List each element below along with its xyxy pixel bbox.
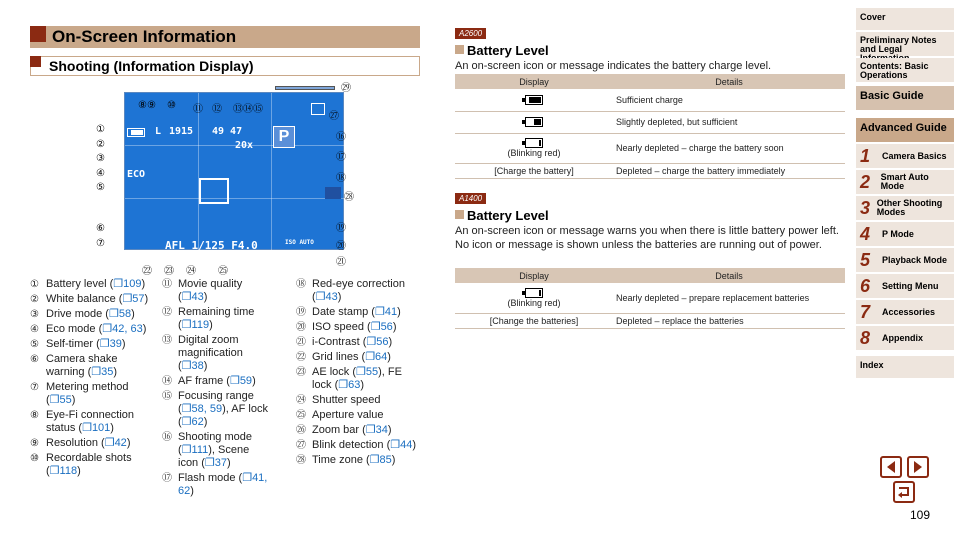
battery-level-heading-a1400: Battery Level [455,208,549,223]
legend-number: ⑫ [162,307,172,318]
nav-chapter-1[interactable] [856,144,954,170]
callout-3: ③ [96,153,105,164]
nav-chapter-5[interactable] [856,248,954,274]
legend-number: ⑨ [30,438,39,449]
chapter-number: 6 [860,275,871,296]
legend-item [162,306,272,332]
battery-desc-a2600: An on-screen icon or message indicates the battery charge level. [455,60,772,72]
legend-item [296,424,421,437]
legend-text: White balance (❐57) [46,293,149,305]
legend-item [162,431,272,470]
chapter-label: Camera Basics [882,150,947,161]
page-ref-link[interactable]: ❐56 [370,321,393,333]
legend-number: ㉕ [296,410,306,421]
legend-number: ⑩ [30,453,39,464]
legend-number: ㉖ [296,425,306,436]
recordable-shots-display: 1915 [169,126,194,137]
af-frame [199,178,229,204]
legend-number: ⑥ [30,354,39,365]
exposure-readout: AFL 1/125 F4.0 [165,239,258,252]
prev-page-button[interactable] [880,456,902,478]
callout-5: ⑤ [96,182,105,193]
legend-item [162,278,272,304]
title-marker [30,26,46,42]
callout-1: ① [96,124,105,135]
legend-number: ⑲ [296,307,306,318]
legend-number: ② [30,294,39,305]
legend-text: Shooting mode (❐111), Scene icon (❐37) [178,431,252,469]
callout-12: ⑫ [212,104,222,115]
legend-item [30,381,155,407]
legend-text: Battery level (❐109) [46,278,146,290]
legend-text: Grid lines (❐64) [312,351,391,363]
page-ref-link[interactable]: ❐58 [108,308,132,320]
nav-chapter-4[interactable] [856,222,954,248]
legend-text: ISO speed (❐56) [312,321,397,333]
legend-text: Metering method (❐55) [46,381,129,406]
page-ref-link[interactable]: ❐38 [181,360,204,372]
chapter-number: 3 [860,197,871,218]
callout-24: ㉔ [186,266,196,277]
page-ref-link[interactable]: ❐37 [204,457,228,469]
legend-item [296,366,421,392]
table-row [455,133,845,163]
legend-text: Digital zoom magnification (❐38) [178,334,243,372]
legend-item [30,278,155,291]
page-title-bar [30,26,420,48]
legend-item [30,409,155,435]
legend-text: Zoom bar (❐34) [312,424,392,436]
shooting-mode-icon: P [273,126,295,148]
details-cell: Slightly depleted, but sufficient [613,111,845,133]
page-ref-link[interactable]: ❐59 [229,375,253,387]
page-ref-link[interactable]: ❐41 [374,306,398,318]
legend-number: ㉔ [296,395,306,406]
callout-20: ⑳ [336,241,346,252]
nav-chapter-7[interactable] [856,300,954,326]
display-cell: (Blinking red) [455,133,613,163]
arrow-left-icon [882,458,900,476]
nav-basic-guide[interactable]: Basic Guide [856,86,954,112]
legend-text: Remaining time (❐119) [178,306,255,331]
callout-7: ⑦ [96,238,105,249]
iso-display: ISO AUTO [285,239,314,246]
col-display: Display [455,268,613,283]
legend-text: Time zone (❐85) [312,454,396,466]
page-ref-link[interactable]: ❐39 [99,338,122,350]
table-row [455,283,845,313]
display-cell: (Blinking red) [455,283,613,313]
legend-text: Date stamp (❐41) [312,306,401,318]
section-marker [30,56,41,67]
legend-item [296,394,421,407]
legend-item [30,338,155,351]
legend-text: AF frame (❐59) [178,375,256,387]
page-ref-link[interactable]: ❐85 [369,454,392,466]
page-ref-link[interactable]: ❐62 [181,416,204,428]
callout-28: ㉘ [344,192,354,203]
legend-item [162,390,272,429]
nav-chapter-3[interactable] [856,196,954,222]
legend-number: ⑪ [162,279,172,290]
battery-level-heading-a2600: Battery Level [455,43,549,58]
legend-item [162,375,272,388]
col-details: Details [613,74,845,89]
legend-item [30,353,155,379]
page-ref-link[interactable]: ❐119 [181,319,210,331]
zoom-bar [275,86,335,90]
callout-2: ② [96,139,105,150]
legend-text: Red-eye correction (❐43) [312,278,405,303]
display-cell: [Charge the battery] [455,163,613,178]
legend-item [30,293,155,306]
callout-17: ⑰ [336,152,346,163]
callout-10: ⑩ [167,100,176,111]
page-ref-link[interactable]: ❐42, 63 [102,323,143,335]
details-cell: Depleted – charge the battery immediately [613,163,845,178]
section-title: Shooting (Information Display) [49,58,254,74]
details-cell: Sufficient charge [613,89,845,111]
battery-table-a2600 [455,74,845,179]
page-ref-link[interactable]: ❐57 [122,293,145,305]
blink-detection-icon [311,103,325,115]
page-ref-link[interactable]: ❐42 [104,437,127,449]
legend-item [30,437,155,450]
page-number: 109 [910,508,931,522]
chapter-label: Appendix [882,332,924,343]
legend-text: Shutter speed [312,394,381,406]
callout-11: ⑪ [193,104,203,115]
battery-icon [525,95,543,105]
legend-number: ④ [30,324,39,335]
callout-4: ④ [96,168,105,179]
legend-text: Blink detection (❐44) [312,439,417,451]
battery-table-a1400 [455,268,845,329]
chapter-number: 7 [860,301,871,322]
chapter-number: 2 [860,171,871,192]
chapter-label: P Mode [882,228,914,239]
time-zone-icon [325,187,341,199]
callout-27: ㉗ [329,111,339,122]
legend-item [30,308,155,321]
page-ref-link[interactable]: ❐43 [181,291,204,303]
page-ref-link[interactable]: ❐35 [91,366,114,378]
details-cell: Depleted – replace the batteries [613,313,845,328]
legend-text: Flash mode (❐41, 62) [178,472,268,497]
col-display: Display [455,74,613,89]
legend-number: ⑱ [296,279,306,290]
legend-item [296,336,421,349]
next-page-button[interactable] [907,456,929,478]
page-ref-link[interactable]: ❐56 [366,336,389,348]
zoom-magnification-display: 20x [235,140,254,151]
table-row [455,111,845,133]
arrow-right-icon [909,458,927,476]
nav-chapter-2[interactable] [856,170,954,196]
chapter-label: Smart Auto Mode [880,172,929,191]
legend-number: ① [30,279,39,290]
callout-6: ⑥ [96,223,105,234]
legend-number: ⑧ [30,410,39,421]
legend-item [296,439,421,452]
legend-number: ③ [30,309,39,320]
legend-number: ㉒ [296,352,306,363]
legend-item [296,351,421,364]
page-ref-link[interactable]: ❐101 [82,422,111,434]
callout-23: ㉓ [164,266,174,277]
display-cell [455,89,613,111]
legend-number: ㉓ [296,367,306,378]
callout-22: ㉒ [142,266,152,277]
page-ref-link[interactable]: ❐109 [113,278,142,290]
return-icon [895,483,913,501]
legend-number: ㉑ [296,337,306,348]
legend-item [296,306,421,319]
page-ref-link[interactable]: ❐111 [181,444,209,456]
battery-icon [525,288,543,298]
legend-number: ⑦ [30,382,39,393]
legend-item [162,334,272,373]
chapter-label: Other Shooting Modes [876,198,943,217]
legend-number: ⑰ [162,473,172,484]
legend-column-2 [162,278,272,500]
chapter-label: Setting Menu [882,280,939,291]
legend-text: Aperture value [312,409,384,421]
legend-item [296,321,421,334]
table-row [455,89,845,111]
model-tag-a2600: A2600 [455,28,486,39]
page-ref-link[interactable]: ❐55 [49,394,72,406]
callout-25: ㉕ [218,266,228,277]
nav-chapter-6[interactable] [856,274,954,300]
chapter-number: 5 [860,249,871,270]
battery-icon [525,117,543,127]
table-row [455,313,845,328]
legend-text: AE lock (❐55), FE lock (❐63) [312,366,402,391]
legend-text: Eco mode (❐42, 63) [46,323,147,335]
page-ref-link[interactable]: ❐44 [390,439,413,451]
nav-preliminary-notes[interactable]: Preliminary Notes and Legal [856,32,954,58]
resolution-display: L [155,126,162,137]
page-ref-link[interactable]: ❐41, 62 [178,472,268,497]
page-ref-link[interactable]: ❐34 [365,424,388,436]
page-ref-link[interactable]: ❐64 [365,351,388,363]
callout-21: ㉑ [336,257,346,268]
section-title-bar [30,56,420,76]
legend-number: ⑭ [162,376,172,387]
legend-text: Movie quality (❐43) [178,278,243,303]
legend-item [296,278,421,304]
details-cell: Nearly depleted – charge the battery soon [613,133,845,163]
legend-number: ⑤ [30,339,39,350]
legend-text: Camera shake warning (❐35) [46,353,118,378]
return-button[interactable] [893,481,915,503]
nav-advanced-guide[interactable]: Advanced Guide [856,118,954,144]
legend-text: i-Contrast (❐56) [312,336,393,348]
callout-18: ⑱ [336,173,346,184]
battery-level-icon [127,128,145,137]
callout-16: ⑯ [336,132,346,143]
nav-index[interactable]: Index [856,356,954,380]
chapter-number: 8 [860,327,871,348]
nav-cover[interactable]: Cover [856,8,954,32]
callout-8-9: ⑧⑨ [138,100,156,111]
legend-item [296,409,421,422]
model-tag-a1400: A1400 [455,193,486,204]
callout-19: ⑲ [336,223,346,234]
legend-text: Focusing range (❐58, 59), AF lock (❐62) [178,390,268,428]
legend-text: Resolution (❐42) [46,437,131,449]
legend-item [296,454,421,467]
legend-text: Drive mode (❐58) [46,308,135,320]
legend-text: Self-timer (❐39) [46,338,126,350]
legend-text: Recordable shots (❐118) [46,452,132,477]
battery-icon [525,138,543,148]
display-cell [455,111,613,133]
remaining-time-display: 49 47 [212,126,243,137]
eco-mode-display: ECO [127,169,146,180]
legend-item [30,323,155,336]
page-title: On-Screen Information [52,27,237,46]
chapter-label: Accessories [882,306,936,317]
chapter-number: 4 [860,223,871,244]
legend-number: ⑳ [296,322,306,333]
page-ref-link[interactable]: ❐118 [49,465,78,477]
page-ref-link[interactable]: ❐43 [315,291,338,303]
legend-number: ⑯ [162,432,172,443]
chapter-number: 1 [860,145,871,166]
col-details: Details [613,268,845,283]
nav-contents-basic[interactable]: Contents: Basic Operations [856,58,954,84]
display-cell: [Change the batteries] [455,313,613,328]
table-row [455,163,845,178]
legend-number: ⑮ [162,391,172,402]
legend-number: ㉗ [296,440,306,451]
page-ref-link[interactable]: ❐63 [338,379,361,391]
callout-13-15: ⑬⑭⑮ [233,104,263,115]
camera-screen-illustration [124,92,344,250]
legend-column-1 [30,278,155,480]
legend-number: ⑬ [162,335,172,346]
legend-item [162,472,272,498]
legend-item [30,452,155,478]
chapter-label: Playback Mode [882,254,948,265]
page-ref-link[interactable]: ❐55 [356,366,379,378]
battery-desc-a1400: An on-screen icon or message warns you when there is little battery power left. No icon or message is shown unless the batteries are running out of power. [455,225,839,251]
details-cell: Nearly depleted – prepare replacement batteries [613,283,845,313]
sidebar-nav [856,8,954,380]
callout-29: ㉙ [341,83,351,94]
legend-number: ㉘ [296,455,306,466]
legend-column-3 [296,278,421,469]
page-ref-link[interactable]: ❐58, 59 [181,403,223,415]
legend-text: Eye-Fi connection status (❐101) [46,409,135,434]
nav-chapter-8[interactable] [856,326,954,352]
